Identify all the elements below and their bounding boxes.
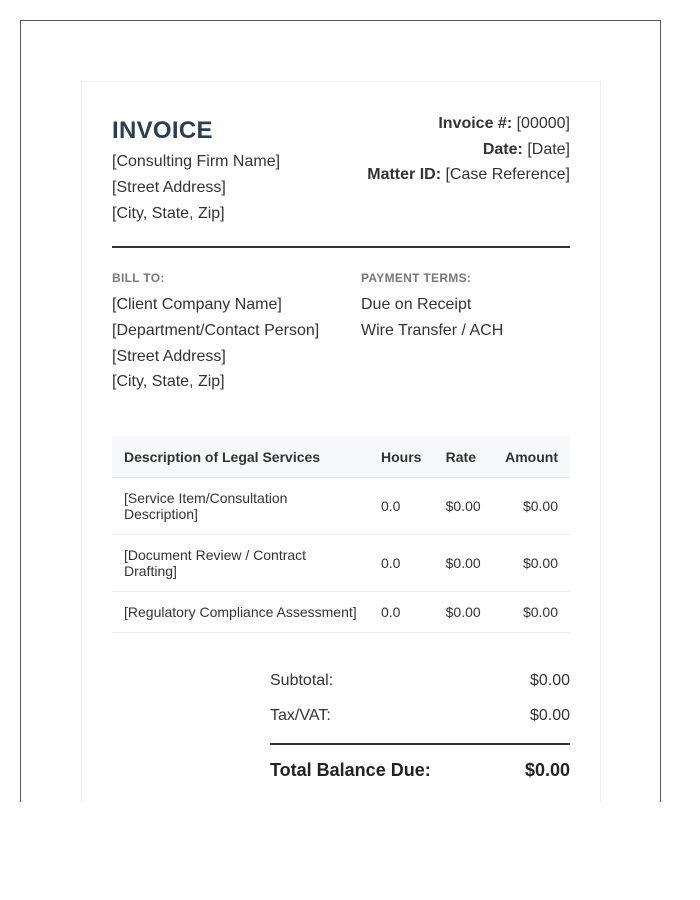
row-description: [Service Item/Consultation Description] xyxy=(112,478,369,535)
table-row xyxy=(112,535,570,592)
bill-to-company: [Client Company Name] xyxy=(112,296,282,313)
row-amount: $0.00 xyxy=(493,535,570,592)
invoice-date-label: Date: xyxy=(482,141,523,158)
invoice-date xyxy=(483,141,570,159)
tax-value: $0.00 xyxy=(529,707,570,724)
matter-id xyxy=(367,166,570,184)
invoice-title: INVOICE xyxy=(112,117,213,144)
row-hours: 0.0 xyxy=(369,592,434,633)
row-rate: $0.00 xyxy=(434,592,493,633)
tax-label: Tax/VAT: xyxy=(270,707,331,724)
bill-to-heading: BILL TO: xyxy=(112,271,165,285)
invoice-number-value: [00000] xyxy=(516,115,570,132)
bill-to-city: [City, State, Zip] xyxy=(112,373,225,390)
firm-city: [City, State, Zip] xyxy=(112,205,225,222)
bill-to-street: [Street Address] xyxy=(112,348,226,365)
column-header-description: Description of Legal Services xyxy=(112,436,369,478)
payment-terms-line-1: Due on Receipt xyxy=(361,296,472,313)
bill-to-contact: [Department/Contact Person] xyxy=(112,322,320,339)
row-description: [Document Review / Contract Drafting] xyxy=(112,535,369,592)
column-header-amount: Amount xyxy=(493,436,570,478)
row-hours: 0.0 xyxy=(369,478,434,535)
total-balance-label: Total Balance Due: xyxy=(270,760,431,780)
column-header-rate: Rate xyxy=(434,436,493,478)
totals-divider xyxy=(270,743,570,745)
row-amount: $0.00 xyxy=(493,592,570,633)
row-hours: 0.0 xyxy=(369,535,434,592)
invoice-date-value: [Date] xyxy=(527,141,570,158)
invoice-number-label: Invoice #: xyxy=(438,115,513,132)
subtotal-label: Subtotal: xyxy=(270,672,334,689)
row-rate: $0.00 xyxy=(434,478,493,535)
table-header-row xyxy=(112,436,570,478)
services-table xyxy=(112,436,570,633)
matter-id-label: Matter ID: xyxy=(367,166,442,183)
firm-name: [Consulting Firm Name] xyxy=(112,153,281,170)
row-description: [Regulatory Compliance Assessment] xyxy=(112,592,369,633)
total-balance-value: $0.00 xyxy=(524,760,570,780)
subtotal-value: $0.00 xyxy=(529,672,570,689)
invoice-number xyxy=(438,115,570,133)
row-rate: $0.00 xyxy=(434,535,493,592)
table-row xyxy=(112,478,570,535)
payment-terms-line-2: Wire Transfer / ACH xyxy=(361,322,504,339)
table-row xyxy=(112,592,570,633)
payment-terms-heading: PAYMENT TERMS: xyxy=(361,271,472,285)
header-divider xyxy=(112,246,570,248)
row-amount: $0.00 xyxy=(493,478,570,535)
column-header-hours: Hours xyxy=(369,436,434,478)
matter-id-value: [Case Reference] xyxy=(445,166,570,183)
firm-street: [Street Address] xyxy=(112,179,226,196)
